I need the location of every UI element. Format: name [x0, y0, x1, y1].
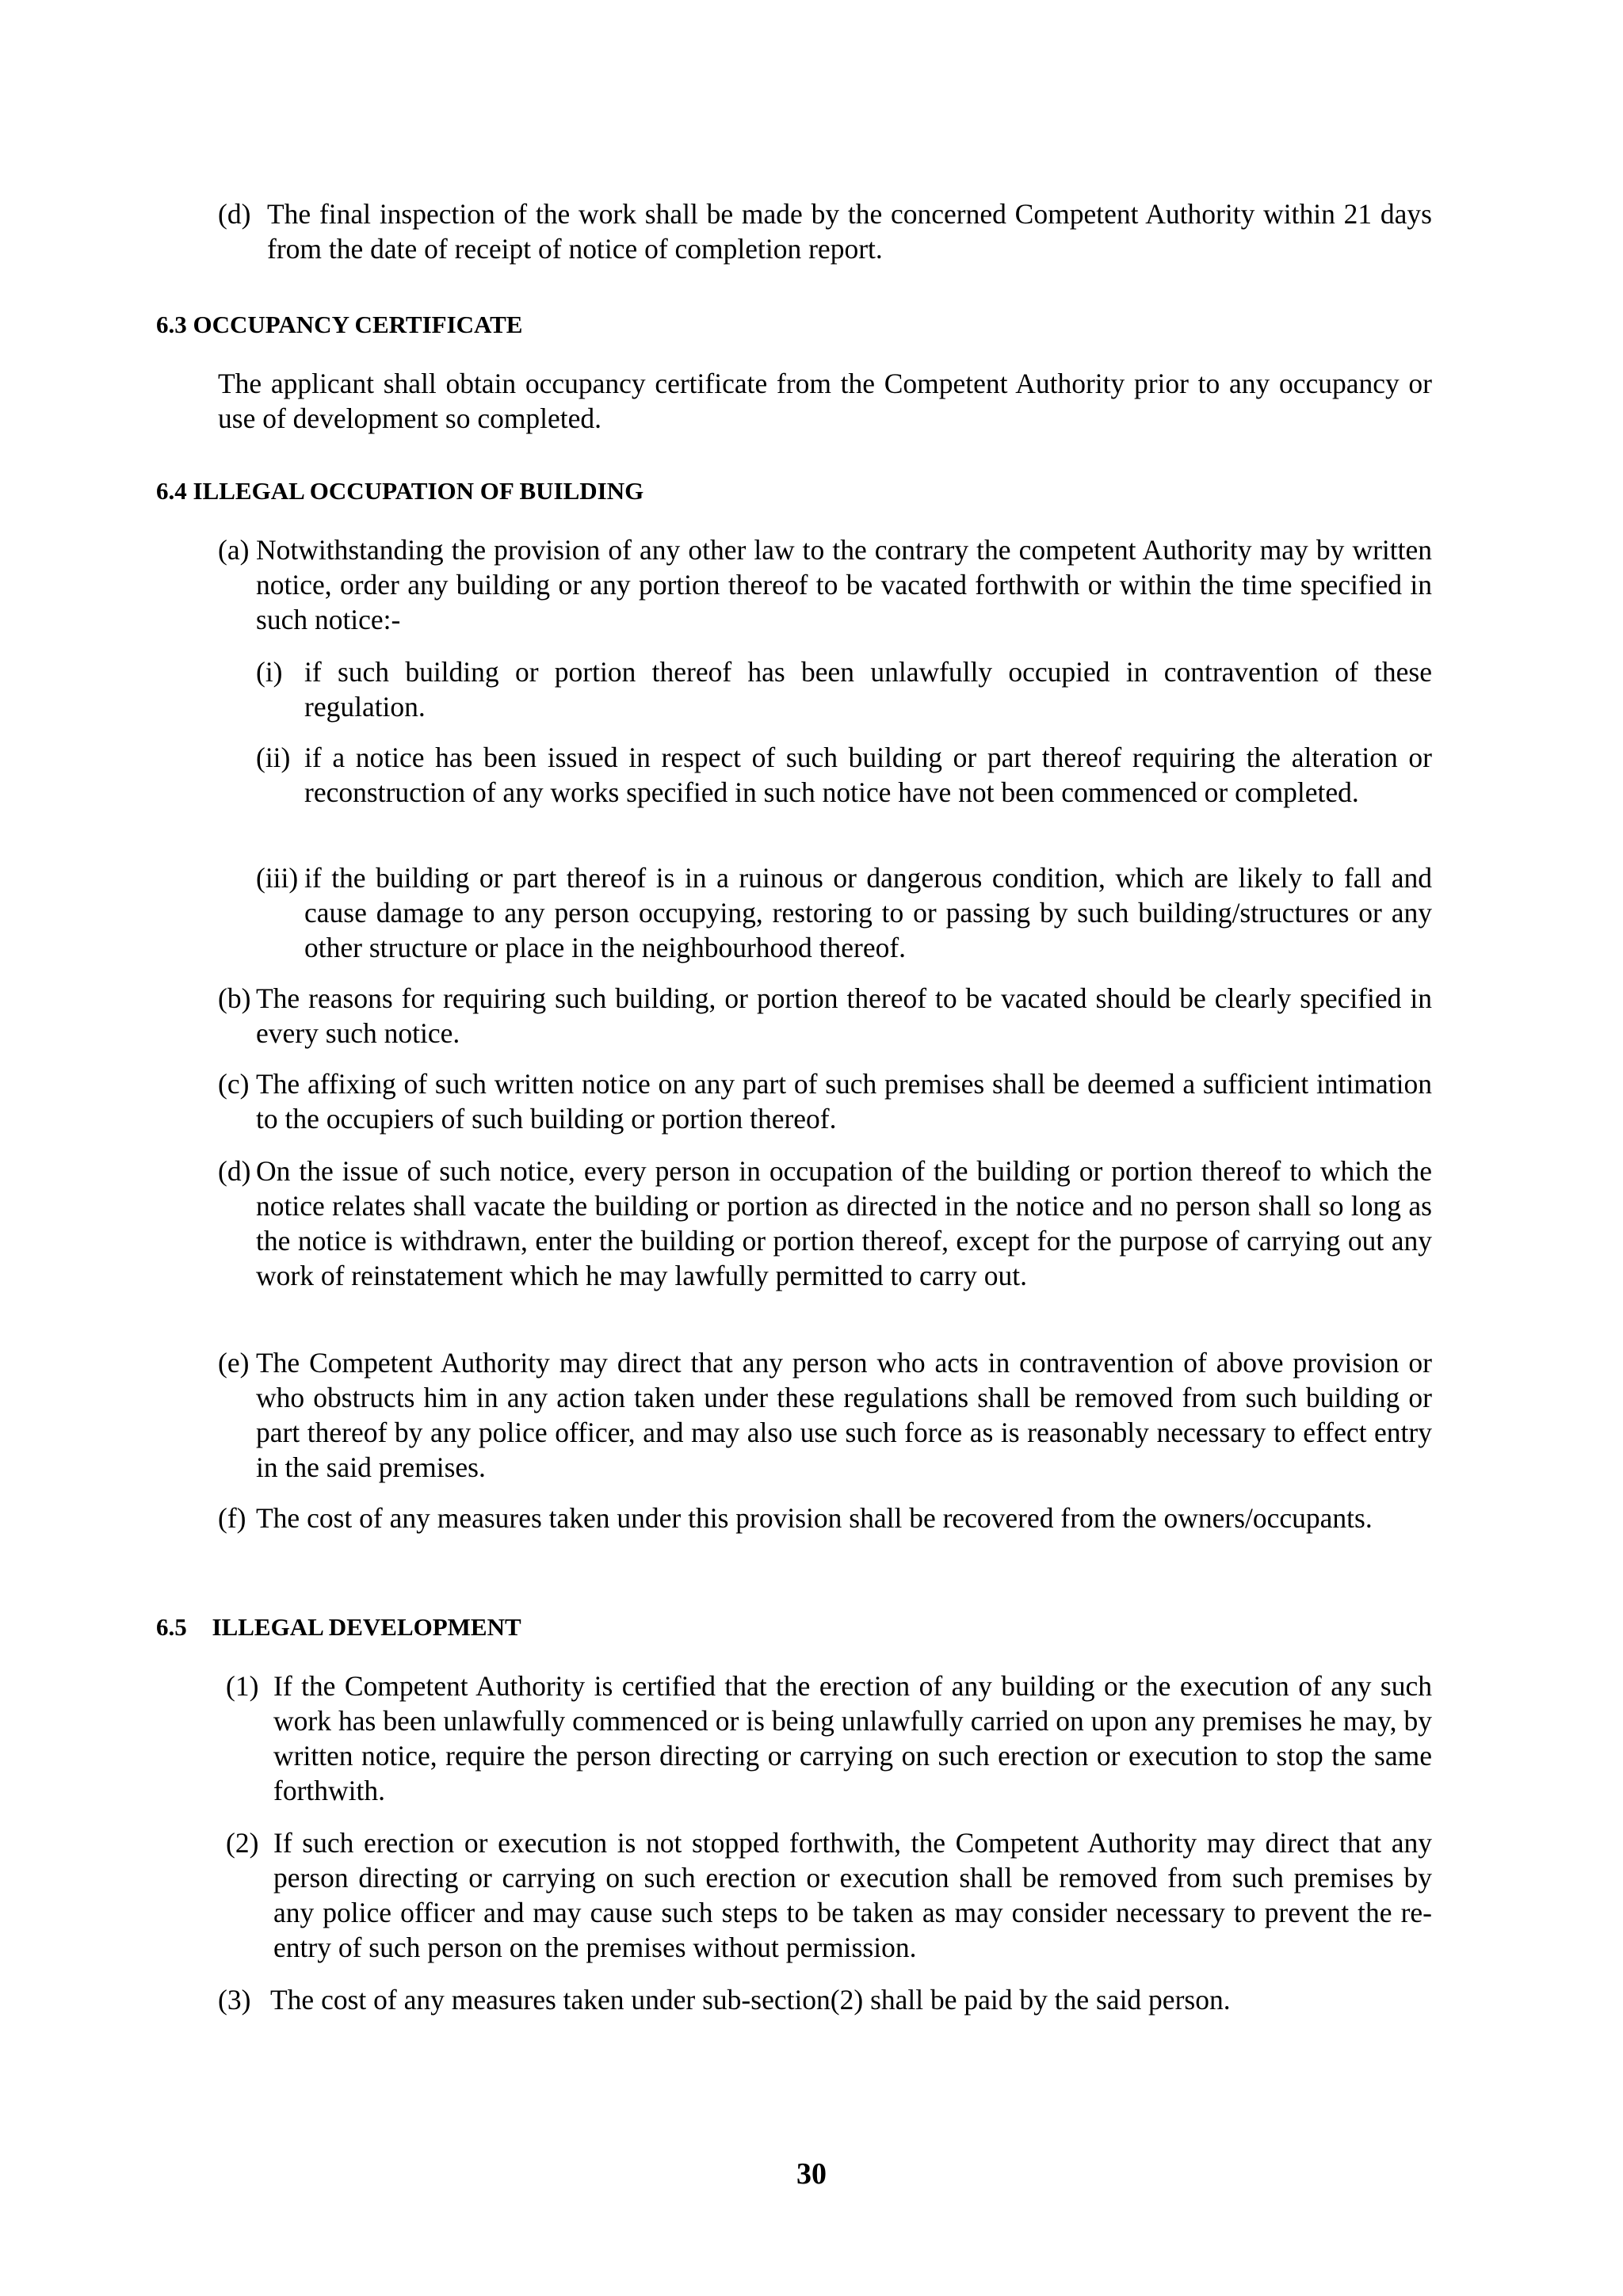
clause-6-4-c	[218, 1066, 1432, 1136]
clause-label: (ii)	[256, 742, 291, 773]
clause-6-5-3	[218, 1982, 1432, 2017]
clause-text: If such erection or execution is not stopped forthwith, the Competent Authority may direct that any person directing or carrying on such erection or execution shall be removed from such premises by any police officer and may cause such steps to be taken as may consider necessary to prevent the re-entry of such person on the premises without permission.	[273, 1827, 1432, 1963]
clause-text: The cost of any measures taken under this provision shall be recovered from the owners/occupants.	[256, 1502, 1373, 1534]
clause-text: if the building or part thereof is in a ruinous or dangerous condition, which are likely to fall and cause damage to any person occupying, restoring to or passing by such building/structures or any other structure or place in the neighbourhood thereof.	[304, 862, 1432, 963]
section-heading-6-5	[156, 1611, 521, 1643]
clause-label: (3)	[218, 1984, 251, 2016]
section-title: ILLEGAL DEVELOPMENT	[212, 1613, 521, 1641]
section-heading-6-4: 6.4 ILLEGAL OCCUPATION OF BUILDING	[156, 477, 644, 505]
clause-label: (d)	[218, 1155, 251, 1187]
clause-label: (d)	[218, 198, 251, 230]
clause-6-4-a-ii	[256, 740, 1432, 810]
section-heading-6-3: 6.3 OCCUPANCY CERTIFICATE	[156, 311, 523, 338]
clause-6-2-d	[218, 196, 1432, 266]
clause-label: (i)	[256, 656, 283, 688]
clause-label: (iii)	[256, 862, 299, 894]
clause-text: The reasons for requiring such building, or portion thereof to be vacated should be clearly specified in every such notice.	[256, 982, 1432, 1049]
clause-text: If the Competent Authority is certified that the erection of any building or the execution of any such work has been unlawfully commenced or is being unlawfully carried on upon any premises he may, by written notice, require the person directing or carrying on such erection or execution to stop the same forthwith.	[273, 1670, 1432, 1806]
clause-6-4-f	[218, 1501, 1432, 1535]
clause-text: Notwithstanding the provision of any other law to the contrary the competent Authority may by written notice, order any building or any portion thereof to be vacated forthwith or within the time specified in such notice:-	[256, 534, 1432, 635]
section-6-3-text: The applicant shall obtain occupancy certificate from the Competent Authority prior to any occupancy or use of development so completed.	[218, 368, 1432, 434]
clause-6-5-1	[226, 1669, 1432, 1808]
clause-6-4-b	[218, 981, 1432, 1051]
clause-label: (2)	[226, 1827, 259, 1859]
clause-text: if such building or portion thereof has been unlawfully occupied in contravention of these regulation.	[304, 656, 1432, 723]
clause-6-4-a-i	[256, 654, 1432, 724]
clause-6-4-e	[218, 1345, 1432, 1485]
clause-text: if a notice has been issued in respect of such building or part thereof requiring the alteration or reconstruction of any works specified in such notice have not been commenced or completed.	[304, 742, 1432, 808]
clause-6-5-2	[226, 1825, 1432, 1965]
clause-label: (e)	[218, 1347, 250, 1379]
clause-label: (1)	[226, 1670, 259, 1702]
clause-label: (a)	[218, 534, 250, 566]
clause-text: The Competent Authority may direct that any person who acts in contravention of above provision or who obstructs him in any action taken under these regulations shall be removed from such building or part thereof by any police officer, and may also use such force as is reasonably necessary to effect entry in the said premises.	[256, 1347, 1432, 1483]
clause-text: The cost of any measures taken under sub-section(2) shall be paid by the said person.	[270, 1984, 1231, 2016]
clause-text: The final inspection of the work shall be made by the concerned Competent Authority within 21 days from the date of receipt of notice of completion report.	[267, 198, 1432, 265]
clause-label: (c)	[218, 1068, 250, 1100]
clause-6-4-d	[218, 1154, 1432, 1293]
clause-6-4-a	[218, 532, 1432, 637]
clause-label: (b)	[218, 982, 251, 1014]
clause-text: The affixing of such written notice on any part of such premises shall be deemed a sufficient intimation to the occupiers of such building or portion thereof.	[256, 1068, 1432, 1135]
clause-6-4-a-iii	[256, 860, 1432, 965]
section-number: 6.5	[156, 1613, 187, 1641]
clause-label: (f)	[218, 1502, 246, 1534]
page-number: 30	[796, 2157, 827, 2191]
clause-text: On the issue of such notice, every person in occupation of the building or portion thereof to which the notice relates shall vacate the building or portion as directed in the notice and no person shall so long as the notice is withdrawn, enter the building or portion thereof, except for the purpose of carrying out any work of reinstatement which he may lawfully permitted to carry out.	[256, 1155, 1432, 1291]
